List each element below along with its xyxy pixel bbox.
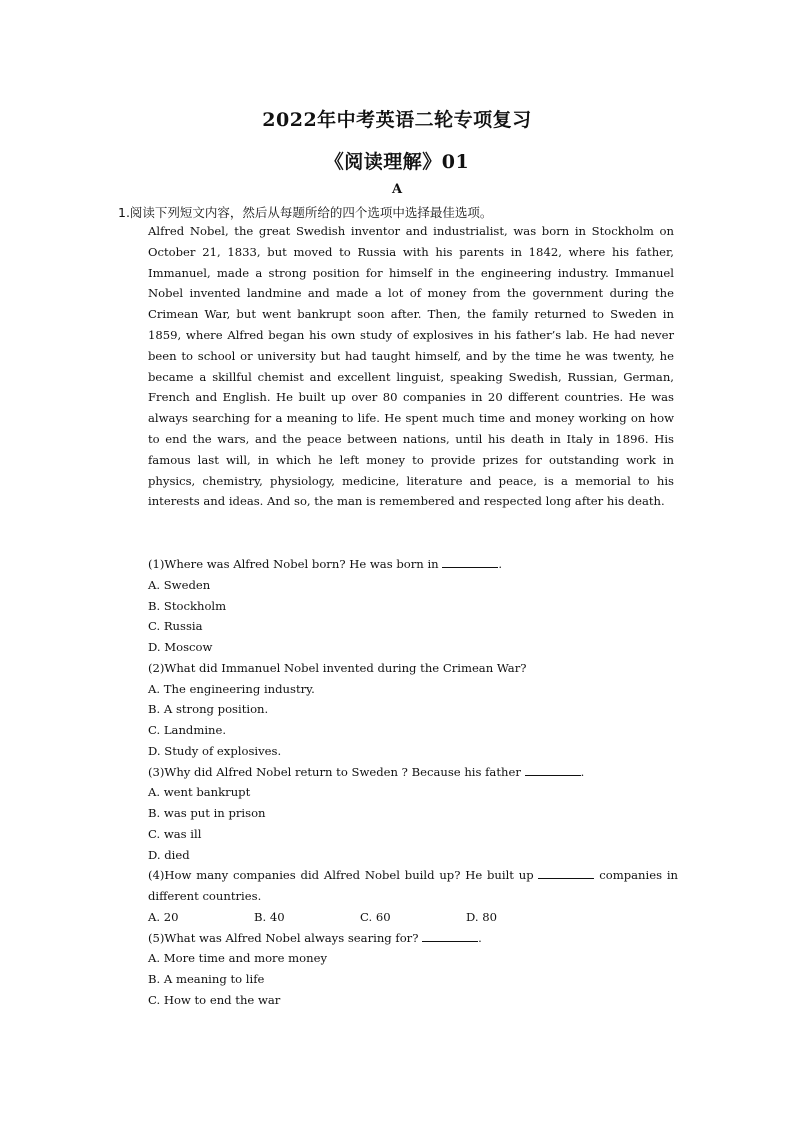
option: D. died [148, 847, 190, 862]
option: B. A strong position. [148, 702, 269, 717]
answer-blank [442, 555, 498, 568]
document-title: 2022年中考英语二轮专项复习 [262, 109, 532, 131]
option: D. Study of explosives. [148, 743, 282, 758]
instruction-text: 1.阅读下列短文内容，然后从每题所给的四个选项中选择最佳选项。 [118, 205, 493, 220]
answer-blank [538, 866, 594, 879]
question-1-stem: (1)Where was Alfred Nobel born? He was born in . [148, 557, 502, 571]
question-3-stem: (3)Why did Alfred Nobel return to Sweden ? Because his father . [148, 764, 585, 779]
option: C. How to end the war [148, 992, 281, 1007]
option: A. Sweden [148, 577, 211, 592]
option: B. was put in prison [148, 806, 266, 820]
option: B. Stockholm [148, 598, 227, 613]
reading-passage: Alfred Nobel, the great Swedish inventor and industrialist, was born in Stockholm on October 21, 1833, but moved to Russia with his parents in 1842, where his father, Immanuel, made a strong position for himself in the engineering industry. Immanuel Nobel invented landmine and made a lot of money from the government during the Crimean War, but went bankrupt soon after. Then, the family returned to Sweden in 1859, where Alfred began his own study of explosives in his father’s lab. He had never been to school or university but had taught himself, and by the time he was twenty, he became a skillful chemist and excellent linguist, speaking Swedish, Russian, German, French and English. He built up over 80 companies in 20 different countries. He was always searching for a meaning to life. He spent much time and money working on how to end the wars, and the peace between nations, until his death in Italy in 1896. His famous last will, in which he left money to provide prizes for outstanding work in physics, chemistry, physiology, medicine, literature and peace, is a memorial to his interests and ideas. And so, the man is remembered and respected long after his death. [148, 224, 674, 509]
question-list [148, 554, 678, 1011]
option: A. More time and more money [148, 951, 327, 966]
option: C. was ill [148, 826, 202, 841]
question-2-stem: (2)What did Immanuel Nobel invented during the Crimean War? [148, 660, 527, 675]
option: B. 40 [254, 909, 285, 924]
option: C. Russia [148, 619, 203, 634]
question-4-stem: (4)How many companies did Alfred Nobel build up? He built up companies in different countries. [148, 868, 678, 903]
option-row [148, 907, 678, 928]
document-subtitle: 《阅读理解》01 [324, 151, 470, 173]
option: B. A meaning to life [148, 972, 265, 986]
answer-blank [422, 929, 478, 942]
option: D. 80 [466, 909, 498, 924]
question-5-stem: (5)What was Alfred Nobel always searing for? . [148, 930, 482, 945]
option: C. 60 [360, 909, 391, 924]
option: A. went bankrupt [148, 785, 251, 800]
answer-blank [525, 763, 581, 776]
section-label: A [391, 182, 403, 197]
option: A. The engineering industry. [148, 681, 315, 696]
option: D. Moscow [148, 640, 213, 654]
option: C. Landmine. [148, 723, 227, 737]
option: A. 20 [148, 909, 179, 924]
